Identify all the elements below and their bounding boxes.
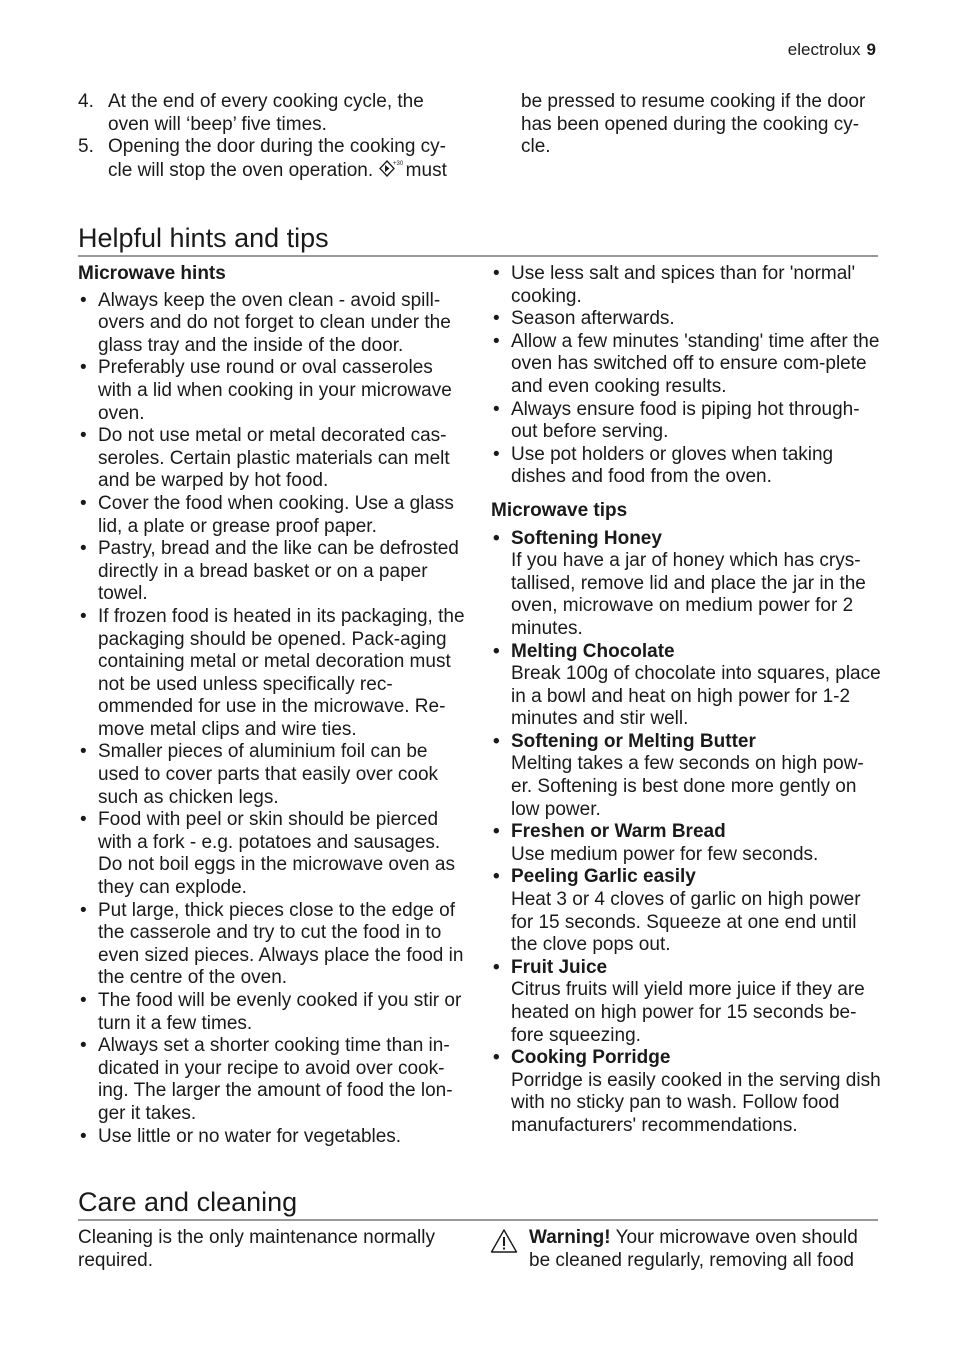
list-item: • Smaller pieces of aluminium foil can be used to cover parts that easily over cook such as chicken legs.: [80, 741, 439, 808]
microwave-tips-heading: Microwave tips: [491, 499, 628, 521]
section-title-helpful-hints: Helpful hints and tips: [78, 222, 878, 257]
tip-name: Freshen or Warm Bread: [511, 821, 726, 843]
steps-left-column: [78, 91, 468, 185]
tip-item: • Fruit Juice Citrus fruits will yield more juice if they are heated on high power for 15 seconds be-fore squeezing.: [491, 957, 881, 1047]
brand-name: electrolux: [787, 40, 861, 59]
tip-item: • Softening Honey If you have a jar of honey which has crys-tallised, remove lid and place the jar in the oven, microwave on medium power for 2 minutes.: [491, 528, 881, 641]
step-text-after: must: [405, 159, 447, 181]
hints-right-column: [491, 263, 881, 1138]
list-item: • Pastry, bread and the like can be defrosted directly in a bread basket or on a paper towel.: [80, 538, 459, 605]
list-item: • The food will be evenly cooked if you stir or turn it a few times.: [80, 990, 462, 1034]
tip-name: Cooking Porridge: [511, 1047, 671, 1069]
list-item: • Use little or no water for vegetables.: [80, 1125, 402, 1147]
tip-name: Fruit Juice: [511, 956, 608, 978]
steps-right-continuation: be pressed to resume cooking if the door has been opened during the cooking cy-cle.: [521, 91, 866, 158]
tip-text: Heat 3 or 4 cloves of garlic on high power for 15 seconds. Squeeze at one end until the clove pops out.: [511, 889, 861, 956]
warning-note: [529, 1227, 881, 1272]
microwave-hints-heading: Microwave hints: [78, 263, 226, 284]
list-item: • Food with peel or skin should be pierced with a fork - e.g. potatoes and sausages. Do not boil eggs in the microwave oven as they can explode.: [80, 809, 455, 899]
tip-item: • Melting Chocolate Break 100g of chocolate into squares, place in a bowl and heat on high power for 1-2 minutes and stir well.: [493, 640, 881, 730]
list-item: • Always set a shorter cooking time than in-dicated in your recipe to avoid over cook-ing. The larger the amount of food the lon-ger it takes.: [80, 1035, 453, 1124]
tip-text: Break 100g of chocolate into squares, place in a bowl and heat on high power for 1-2 minutes and stir well.: [511, 663, 881, 730]
tip-item: • Cooking Porridge Porridge is easily cooked in the serving dish with no sticky pan to wash. Follow food manufacturers' recommendations.: [493, 1047, 881, 1136]
microwave-hints-list: [78, 290, 468, 1149]
step-text: Opening the door during the cooking cy-cle will stop the oven operation.: [108, 136, 446, 181]
tip-name: Softening Honey: [511, 527, 662, 549]
hints-left-column: [78, 263, 468, 1148]
tip-text: Citrus fruits will yield more juice if they are heated on high power for 15 seconds be-fore squeezing.: [511, 979, 865, 1046]
list-item: • Allow a few minutes 'standing' time after the oven has switched off to ensure com-plete and even cooking results.: [493, 330, 880, 397]
steps-list: [78, 91, 468, 185]
list-item: • Season afterwards.: [493, 308, 675, 330]
microwave-hints-list-continued: [491, 263, 881, 489]
tip-name: Peeling Garlic easily: [511, 866, 696, 888]
tip-text: Melting takes a few seconds on high pow-er. Softening is best done more gently on low power.: [511, 753, 864, 820]
step-5: [78, 136, 468, 185]
list-item: • Put large, thick pieces close to the edge of the casserole and try to cut the food in to even sized pieces. Always place the food in the centre of the oven.: [80, 899, 464, 989]
warning-label: Warning!: [529, 1227, 611, 1248]
tip-text: Use medium power for few seconds.: [511, 843, 819, 865]
tip-text: Porridge is easily cooked in the serving dish with no sticky pan to wash. Follow food manufacturers' recommendations.: [511, 1069, 881, 1136]
tip-name: Melting Chocolate: [511, 640, 675, 662]
section-title-care-cleaning: Care and cleaning: [78, 1186, 878, 1221]
tip-name: Softening or Melting Butter: [511, 730, 756, 752]
tip-item: • Peeling Garlic easily Heat 3 or 4 cloves of garlic on high power for 15 seconds. Squeeze at one end until the clove pops out.: [491, 866, 881, 956]
step-number: 4.: [78, 91, 94, 112]
tip-text: If you have a jar of honey which has crys-tallised, remove lid and place the jar in the oven, microwave on medium power for 2 minutes.: [511, 550, 866, 639]
step-4: [78, 91, 468, 136]
list-item: • Preferably use round or oval casseroles with a lid when cooking in your microwave oven.: [80, 357, 452, 424]
warning-text: Your microwave oven should be cleaned regularly, removing all food: [529, 1227, 858, 1271]
step-number: 5.: [78, 136, 94, 158]
list-item: • Use pot holders or gloves when taking dishes and food from the oven.: [493, 443, 834, 488]
list-item: • Use less salt and spices than for 'normal' cooking.: [493, 263, 856, 307]
warning-triangle-icon: [490, 1228, 518, 1254]
list-item: • If frozen food is heated in its packaging, the packaging should be opened. Pack-aging containing metal or metal decoration must not be used unless specifically rec-ommended for use in the microwave. Re-move metal clips and wire ties.: [80, 605, 465, 740]
step-text: At the end of every cooking cycle, the oven will ‘beep’ five times.: [108, 91, 424, 135]
svg-text:+30: +30: [393, 160, 404, 167]
tip-item: • Softening or Melting Butter Melting takes a few seconds on high pow-er. Softening is best done more gently on low power.: [491, 731, 881, 821]
start-30sec-icon: [378, 159, 404, 186]
list-item: • Always ensure food is piping hot through-out before serving.: [493, 398, 860, 443]
microwave-tips-list: [491, 528, 881, 1138]
list-item: • Cover the food when cooking. Use a glass lid, a plate or grease proof paper.: [80, 492, 454, 537]
list-item: • Always keep the oven clean - avoid spill-overs and do not forget to clean under the glass tray and the inside of the door.: [80, 289, 451, 356]
care-intro: Cleaning is the only maintenance normally required.: [78, 1227, 435, 1271]
tip-item: • Freshen or Warm Bread Use medium power for few seconds.: [491, 821, 881, 866]
list-item: • Do not use metal or metal decorated cas-seroles. Certain plastic materials can melt and be warped by hot food.: [80, 425, 450, 492]
page-number: 9: [866, 40, 876, 59]
page-header: [788, 40, 876, 60]
